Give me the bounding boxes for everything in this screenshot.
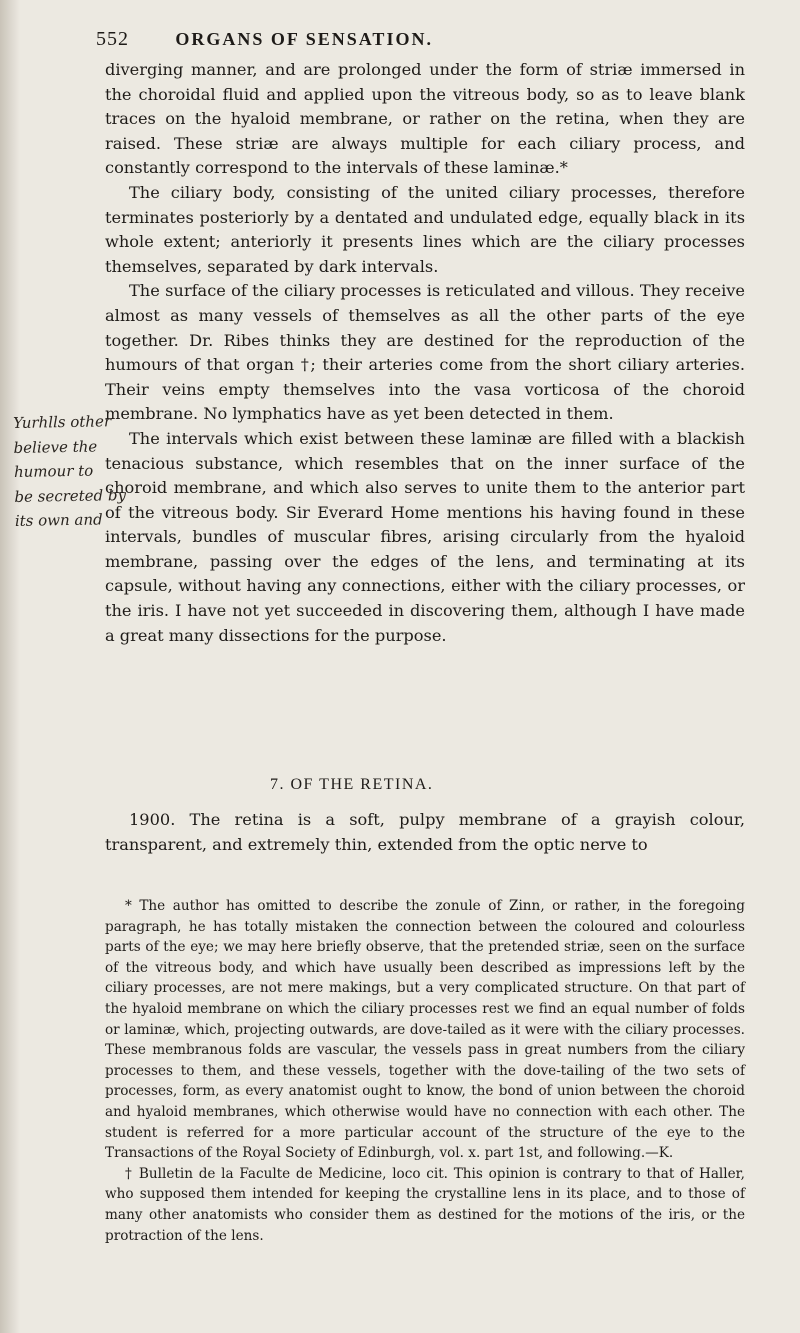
section-paragraph: 1900. The retina is a soft, pulpy membrane of a grayish colour, transparent, and extremely thin, extended from the optic nerve to bbox=[105, 810, 745, 854]
running-head bbox=[96, 28, 656, 51]
page-number: 552 bbox=[96, 28, 129, 50]
section-body bbox=[105, 808, 745, 857]
footnotes bbox=[105, 896, 745, 1246]
paragraph-4: The intervals which exist between these laminæ are filled with a blackish tenacious substance, which resembles that on the inner surface of the choroid membrane, and which also serves to unite them to the anterior part of the vitreous body. Sir Everard Home mentions his having found in these intervals, bundles of muscular fibres, arising circularly from the hyaloid membrane, passing over the edges of the lens, and terminating at its capsule, without having any connections, either with the ciliary processes, or the iris. I have not yet succeeded in discovering them, although I have made a great many dissections for the purpose. bbox=[105, 428, 745, 645]
paragraph-3: The surface of the ciliary processes is reticulated and villous. They receive almost as many vessels of themselves as all the other parts of the eye together. Dr. Ribes thinks they are destined for the reproduction of the humours of that organ †; their arteries come from the short ciliary arteries. Their veins empty themselves into the vasa vorticosa of the choroid membrane. No lymphatics have as yet been detected in them. bbox=[105, 281, 745, 424]
margin-note-line: believe the bbox=[13, 437, 98, 457]
margin-note-line: humour to bbox=[13, 461, 94, 482]
paragraph-2: The ciliary body, consisting of the united ciliary processes, therefore terminates posteriorly by a dentated and undulated edge, equally black in its whole extent; anteriorly it presents lines which are the ciliary processes themselves, separated by dark intervals. bbox=[105, 182, 745, 276]
footnote-asterisk: * The author has omitted to describe the zonule of Zinn, or rather, in the foregoing paragraph, he has totally mistaken the connection between the coloured and colourless parts of the eye; we may here briefly observe, that the pretended striæ, seen on the surface of the vitreous body, and which have usually been described as impressions left by the ciliary processes, are not mere makings, but a very complicated structure. On that part of the hyaloid membrane on which the ciliary processes rest we find an equal number of folds or laminæ, which, projecting outwards, are dove-tailed as it were with the ciliary processes. These membranous folds are vascular, the vessels pass in great numbers from the ciliary processes to them, and these vessels, together with the dove-tailing of the two sets of processes, form, as every anatomist ought to know, the bond of union between the choroid and hyaloid membranes, which otherwise would have no connection with each other. The student is referred for a more particular account of the structure of the eye to the Transactions of the Royal Society of Edinburgh, vol. x. part 1st, and following.—K. bbox=[105, 898, 745, 1162]
margin-note-line: be secreted by bbox=[14, 485, 127, 506]
page-edge-shadow bbox=[0, 0, 20, 1333]
section-heading: 7. OF THE RETINA. bbox=[270, 776, 434, 793]
margin-note-line: Yurhlls other bbox=[12, 412, 112, 432]
chapter-title: ORGANS OF SENSATION. bbox=[175, 29, 433, 49]
footnote-dagger: † Bulletin de la Faculte de Medicine, loco cit. This opinion is contrary to that of Haller, who supposed them intended for keeping the crystalline lens in its place, and to those of many other anatomists who consider them as destined for the motions of the iris, or the protraction of the lens. bbox=[105, 1165, 745, 1244]
margin-note-line: its own and bbox=[14, 510, 103, 531]
paragraph-1: diverging manner, and are prolonged under the form of striæ immersed in the choroidal fluid and applied upon the vitreous body, so as to leave blank traces on the hyaloid membrane, or rather on the retina, when they are raised. These striæ are always multiple for each ciliary process, and constantly correspond to the intervals of these laminæ.* bbox=[105, 60, 745, 178]
handwritten-margin-note bbox=[13, 409, 125, 534]
main-body bbox=[105, 58, 745, 648]
